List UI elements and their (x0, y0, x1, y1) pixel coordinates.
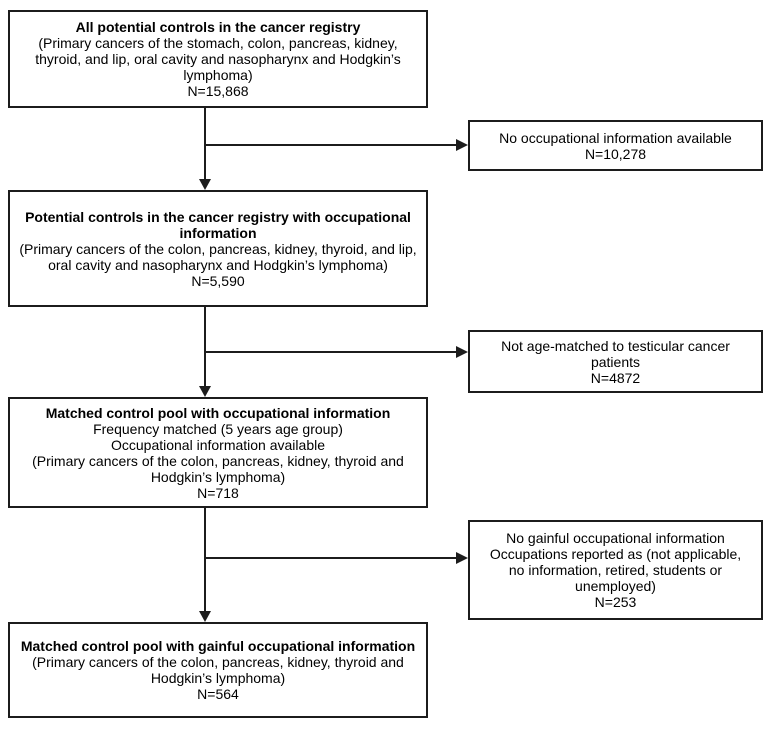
box-detail: (Primary cancers of the colon, pancreas, kidney, thyroid and Hodgkin’s lymphoma) (32, 452, 404, 485)
arrowhead-down-3-icon (199, 611, 211, 622)
box-count: N=718 (197, 484, 239, 501)
connector-down-3 (204, 508, 206, 612)
box-subline: Frequency matched (5 years age group) (93, 420, 343, 437)
box-count: N=253 (594, 594, 637, 610)
box-detail: (Primary cancers of the stomach, colon, pancreas, kidney, thyroid, and lip, oral cavity and nasopharynx and Hodgkin’s lymphoma) (35, 35, 401, 83)
connector-branch-1 (205, 144, 458, 146)
connector-branch-2 (205, 351, 458, 353)
box-excluded-no-gainful-occupational-info (468, 520, 763, 620)
box-text: Not age-matched to testicular cancer patients (501, 337, 730, 370)
box-potential-controls-with-occupational-info (8, 190, 428, 307)
connector-branch-3 (205, 557, 458, 559)
box-title: Potential controls in the cancer registry with occupational information (25, 208, 411, 241)
box-count: N=10,278 (584, 145, 647, 162)
box-title: Matched control pool with gainful occupational information (20, 638, 416, 654)
box-text: No gainful occupational information (506, 530, 725, 546)
box-text: Occupations reported as (not applicable, no information, retired, students or unemployed) (489, 546, 742, 594)
arrowhead-right-2-icon (456, 346, 468, 358)
box-detail: (Primary cancers of the colon, pancreas, kidney, thyroid and Hodgkin’s lymphoma) (32, 654, 404, 686)
box-excluded-no-occupational-info (468, 120, 763, 171)
box-matched-control-pool (8, 397, 428, 508)
arrowhead-down-2-icon (199, 386, 211, 397)
box-title: All potential controls in the cancer registry (75, 19, 361, 35)
box-detail: (Primary cancers of the colon, pancreas, kidney, thyroid, and lip, oral cavity and nasopharynx and Hodgkin’s lymphoma) (19, 240, 417, 273)
arrowhead-right-3-icon (456, 552, 468, 564)
box-subline: Occupational information available (110, 436, 325, 453)
arrowhead-down-1-icon (199, 179, 211, 190)
connector-down-2 (204, 307, 206, 387)
box-all-potential-controls (8, 10, 428, 108)
box-count: N=15,868 (187, 83, 249, 99)
box-count: N=5,590 (191, 272, 245, 289)
box-excluded-not-age-matched (468, 330, 763, 393)
arrowhead-right-1-icon (456, 139, 468, 151)
box-count: N=564 (197, 686, 239, 702)
box-count: N=4872 (590, 369, 641, 386)
box-text: No occupational information available (499, 129, 732, 146)
box-title: Matched control pool with occupational information (45, 404, 391, 421)
box-matched-control-pool-gainful (8, 622, 428, 718)
